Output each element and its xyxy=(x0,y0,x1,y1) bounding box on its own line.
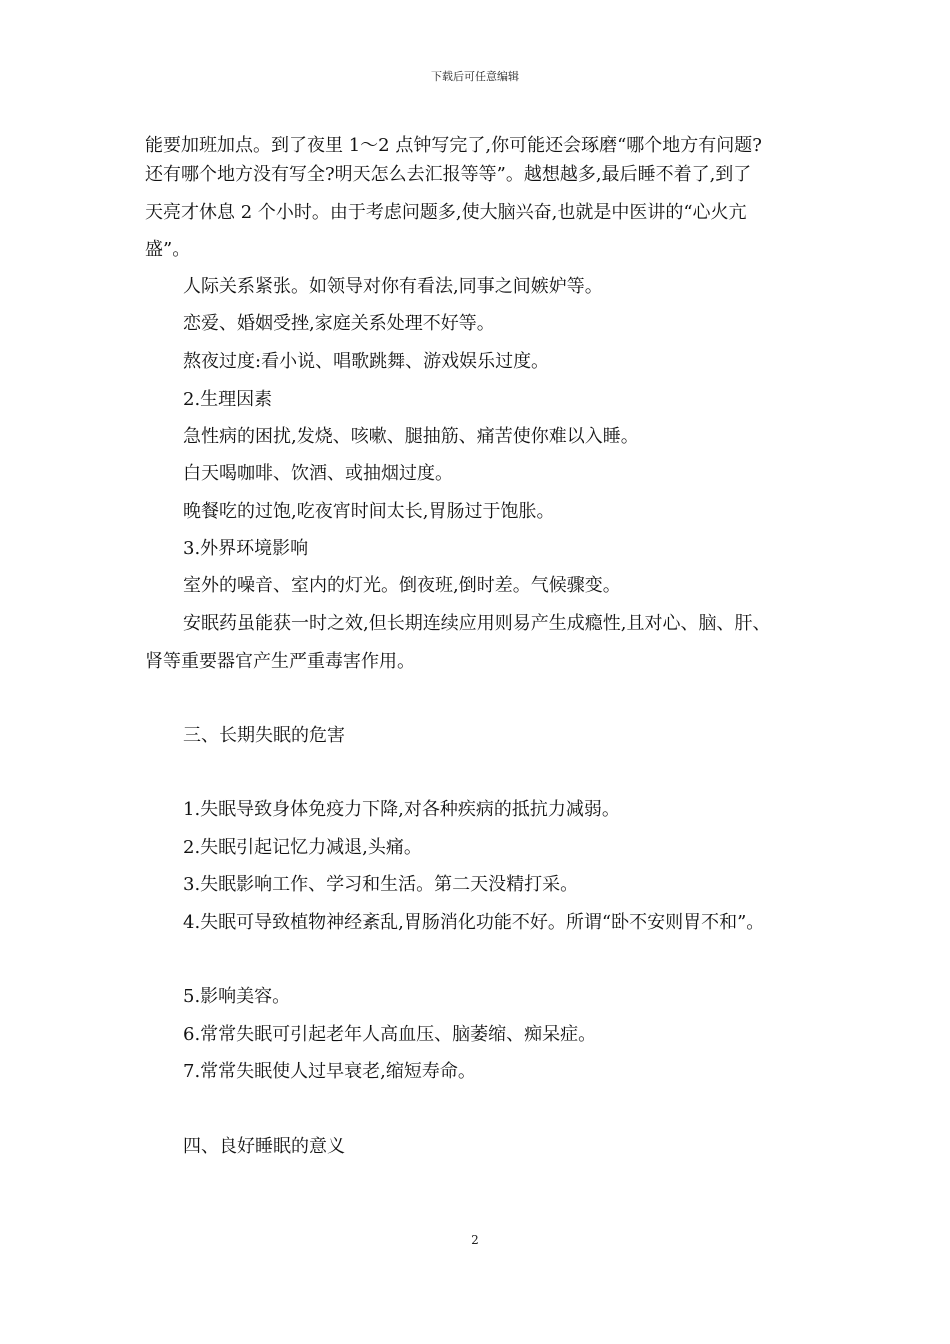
body-text-line: 肾等重要器官产生严重毒害作用。 xyxy=(145,651,415,672)
section-heading: 四、良好睡眠的意义 xyxy=(183,1136,345,1157)
page-number: 2 xyxy=(471,1233,479,1247)
body-text-line: 天亮才休息 2 个小时。由于考虑问题多,使大脑兴奋,也就是中医讲的“心火亢 xyxy=(145,202,747,223)
section-heading: 三、长期失眠的危害 xyxy=(183,725,345,746)
list-item: 5.影响美容。 xyxy=(183,986,291,1007)
list-item: 晚餐吃的过饱,吃夜宵时间太长,胃肠过于饱胀。 xyxy=(183,501,555,522)
list-item: 急性病的困扰,发烧、咳嗽、腿抽筋、痛苦使你难以入睡。 xyxy=(183,426,639,447)
list-item: 6.常常失眠可引起老年人高血压、脑萎缩、痴呆症。 xyxy=(183,1024,597,1045)
page-header: 下载后可任意编辑 xyxy=(431,70,519,83)
body-text-line: 安眠药虽能获一时之效,但长期连续应用则易产生成瘾性,且对心、脑、肝、 xyxy=(183,613,771,634)
body-text-line: 还有哪个地方没有写全?明天怎么去汇报等等”。越想越多,最后睡不着了,到了 xyxy=(145,164,752,185)
list-item: 4.失眠可导致植物神经紊乱,胃肠消化功能不好。所谓“卧不安则胃不和”。 xyxy=(183,912,765,933)
body-text-line: 盛”。 xyxy=(145,239,191,260)
list-item: 人际关系紧张。如领导对你有看法,同事之间嫉妒等。 xyxy=(183,276,603,297)
list-item: 3.失眠影响工作、学习和生活。第二天没精打采。 xyxy=(183,874,579,895)
list-item: 1.失眠导致身体免疫力下降,对各种疾病的抵抗力减弱。 xyxy=(183,799,620,820)
list-item: 2.失眠引起记忆力减退,头痛。 xyxy=(183,837,422,858)
list-item: 熬夜过度:看小说、唱歌跳舞、游戏娱乐过度。 xyxy=(183,351,550,372)
subheading: 2.生理因素 xyxy=(183,389,273,410)
list-item: 白天喝咖啡、饮酒、或抽烟过度。 xyxy=(183,463,453,484)
list-item: 室外的噪音、室内的灯光。倒夜班,倒时差。气候骤变。 xyxy=(183,575,621,596)
subheading: 3.外界环境影响 xyxy=(183,538,309,559)
body-text-line: 能要加班加点。到了夜里 1～2 点钟写完了,你可能还会琢磨“哪个地方有问题? xyxy=(145,135,762,156)
list-item: 恋爱、婚姻受挫,家庭关系处理不好等。 xyxy=(183,313,495,334)
list-item: 7.常常失眠使人过早衰老,缩短寿命。 xyxy=(183,1061,476,1082)
